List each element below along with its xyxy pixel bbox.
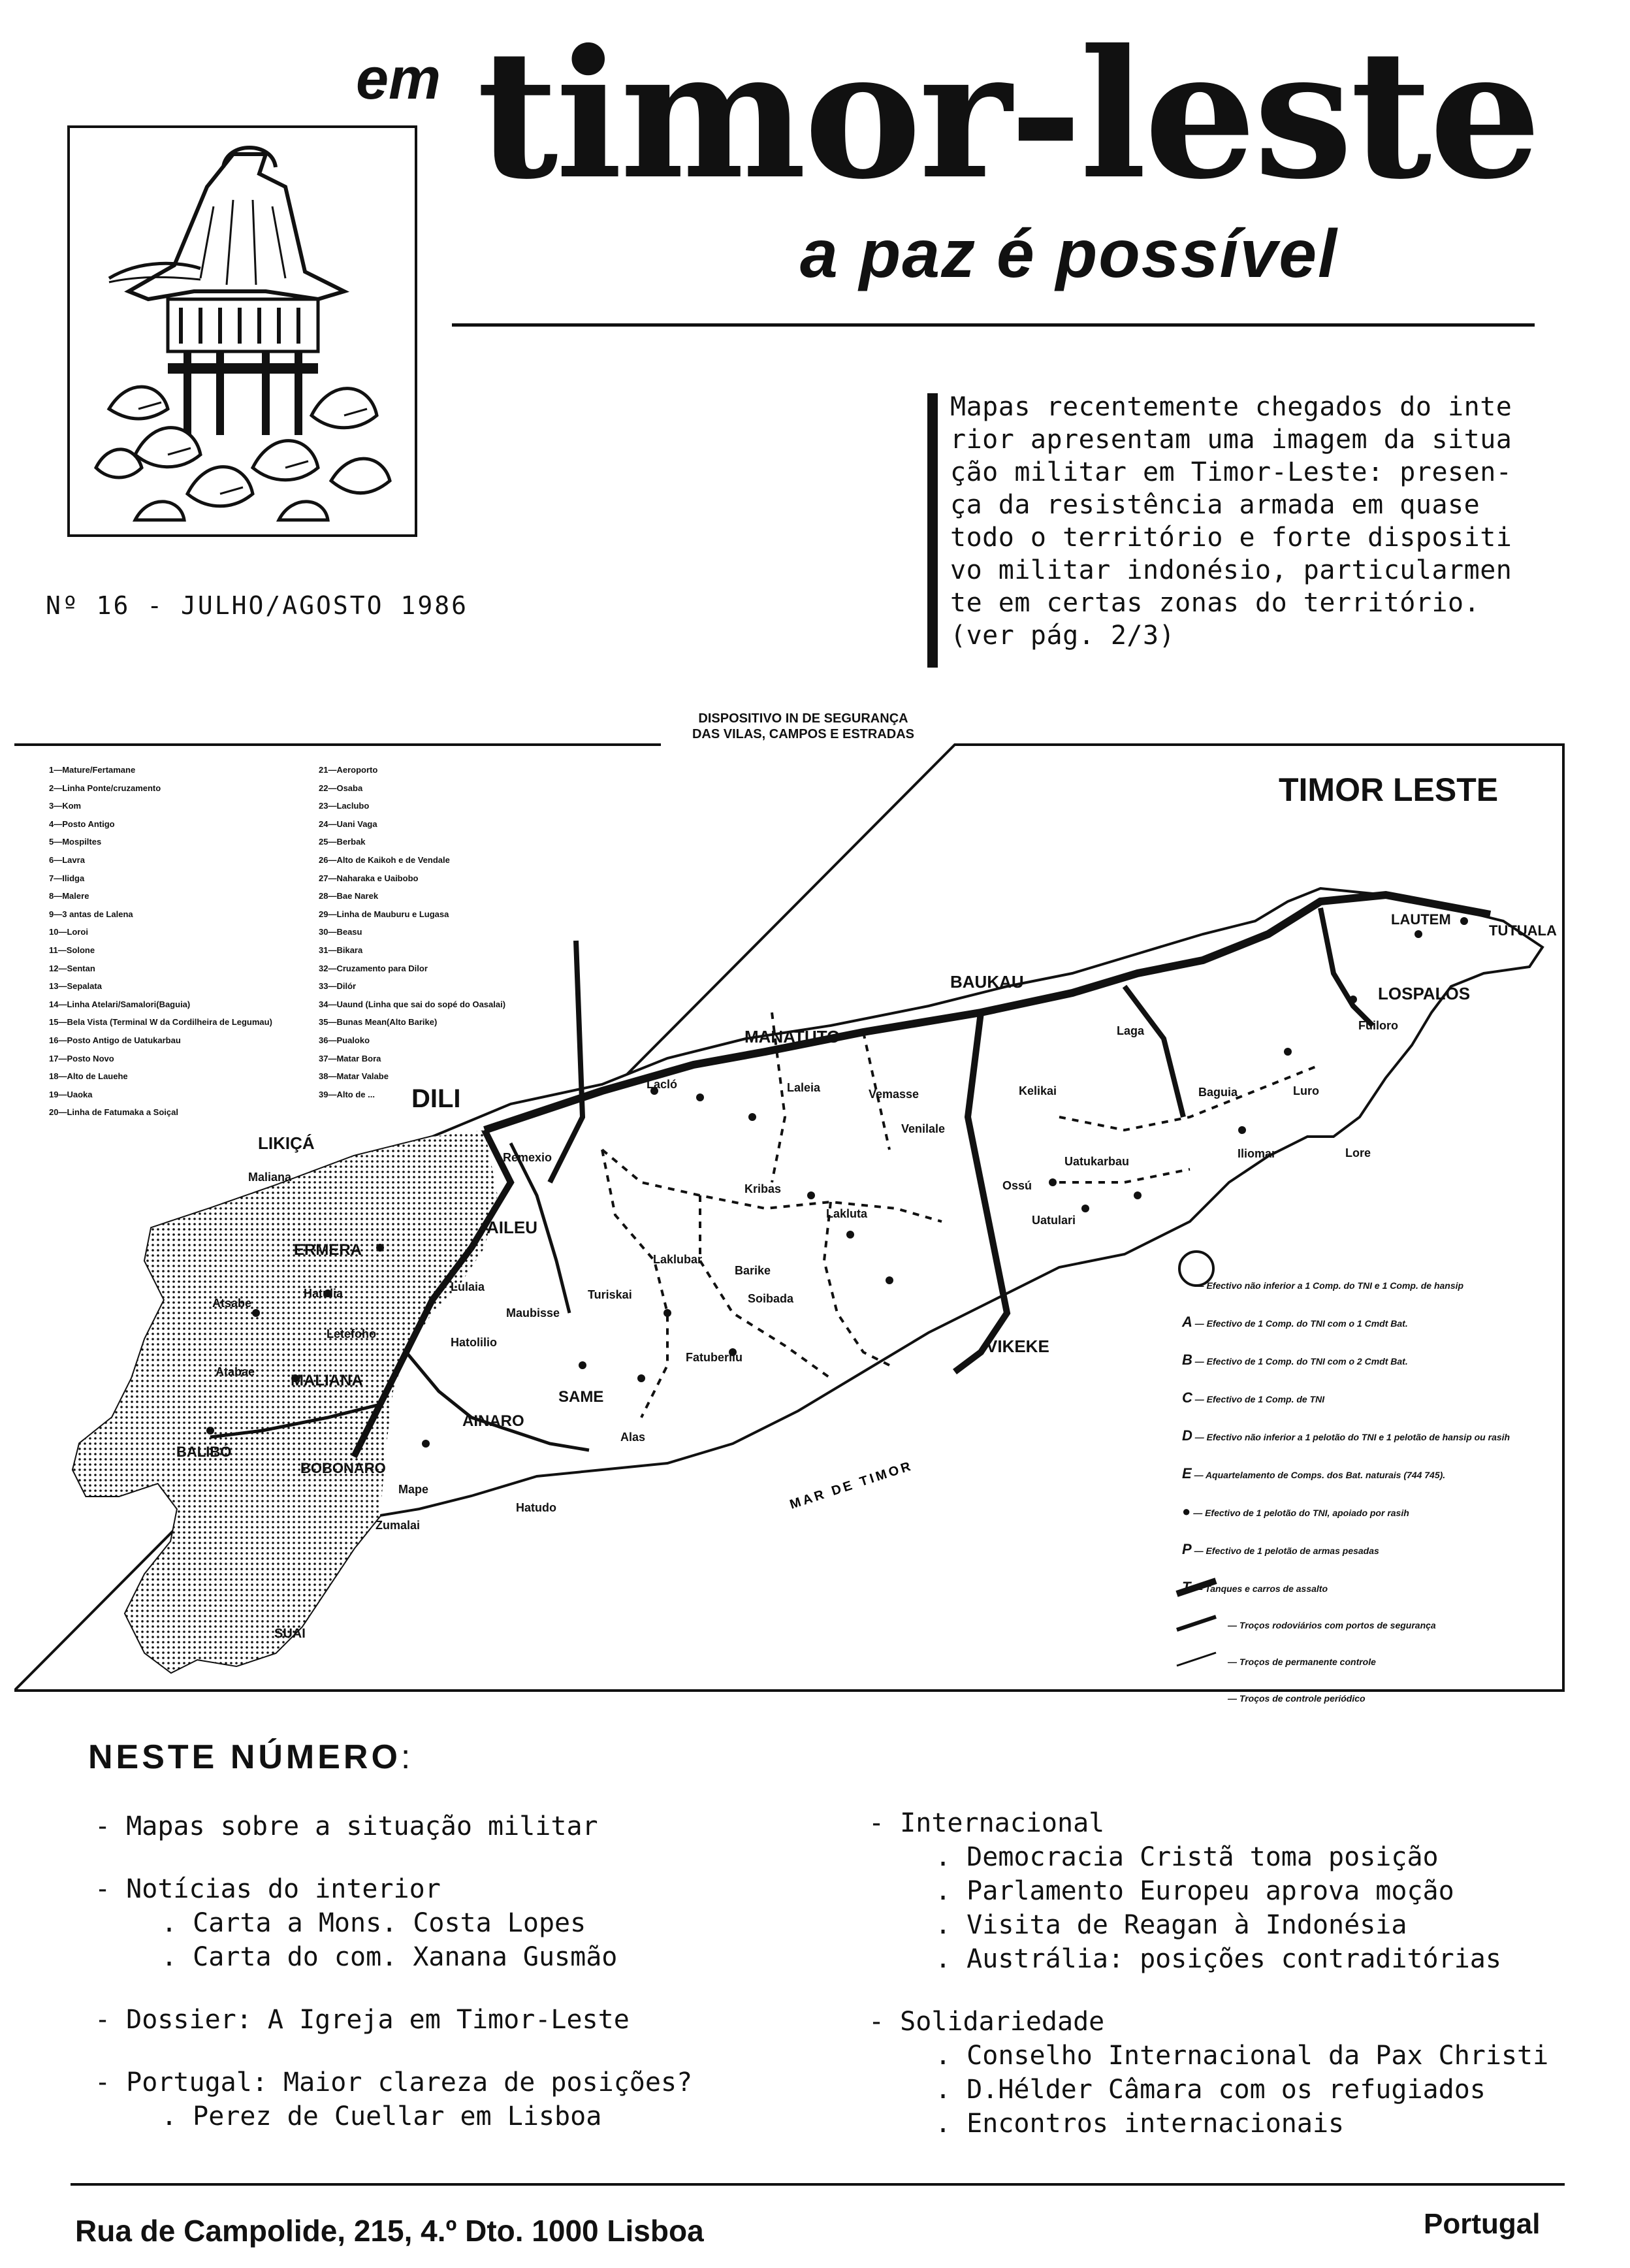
place-label: ERMERA xyxy=(294,1241,362,1259)
intro-bar xyxy=(927,393,938,668)
map-heading-line: DISPOSITIVO IN DE SEGURANÇA xyxy=(698,711,908,726)
key-symbol: C xyxy=(1182,1389,1192,1406)
legend-entry: 9—3 antas de Lalena xyxy=(49,909,133,919)
legend-entry: 22—Osaba xyxy=(319,783,363,793)
place-label: Maliana xyxy=(248,1171,292,1184)
place-label: MALIANA xyxy=(291,1372,363,1389)
place-label: Mape xyxy=(398,1483,429,1496)
intro-text xyxy=(950,391,1538,652)
legend-entry: 16—Posto Antigo de Uatukarbau xyxy=(49,1035,181,1045)
place-label: Hatudo xyxy=(516,1501,556,1514)
place-label: Soibada xyxy=(748,1292,794,1305)
legend-entry: 30—Beasu xyxy=(319,927,362,937)
map-heading-line: DAS VILAS, CAMPOS E ESTRADAS xyxy=(692,727,915,741)
place-label: AILEU xyxy=(487,1218,537,1237)
map-label: TIMOR LESTE xyxy=(1279,771,1499,808)
place-label: Remexio xyxy=(503,1151,552,1164)
legend-entry: 12—Sentan xyxy=(49,963,95,973)
place-label: Fuiloro xyxy=(1358,1019,1398,1032)
contents-item: - Dossier: A Igreja em Timor-Leste xyxy=(95,2005,630,2035)
place-label: Kribas xyxy=(744,1182,782,1195)
key-entry xyxy=(1182,1607,1548,1644)
legend-entry: 35—Bunas Mean(Alto Barike) xyxy=(319,1017,438,1028)
place-label: SUAI xyxy=(274,1627,306,1641)
key-text: — Tanques e carros de assalto xyxy=(1193,1583,1328,1594)
place-label: Kelikai xyxy=(1019,1084,1057,1097)
place-label: Alas xyxy=(620,1431,646,1444)
legend-entry: 23—Laclubo xyxy=(319,801,370,811)
place-label: Venilale xyxy=(901,1122,946,1135)
place-label: Barike xyxy=(735,1264,771,1277)
key-symbol: A xyxy=(1182,1314,1192,1330)
key-entry xyxy=(1182,1267,1548,1304)
legend-entry: 19—Uaoka xyxy=(49,1089,93,1099)
legend-entry: 14—Linha Atelari/Samalori(Baguia) xyxy=(49,999,191,1009)
contents-subitem: . D.Hélder Câmara com os refugiados xyxy=(935,2075,1486,2105)
place-label: Ossú xyxy=(1002,1179,1032,1192)
key-entry xyxy=(1182,1644,1548,1680)
place-label: Lulaia xyxy=(451,1280,485,1293)
key-text: — Efectivo de 1 Comp. do TNI com o 1 Cmdt Bat. xyxy=(1194,1318,1408,1329)
legend-entry: 8—Malere xyxy=(49,891,89,901)
intro-line: te em certas zonas do território. xyxy=(950,588,1480,618)
footer-address: Rua de Campolide, 215, 4.º Dto. 1000 Lisboa xyxy=(75,2214,704,2248)
key-text: — Efectivo não inferior a 1 Comp. do TNI e 1 Comp. de hansip xyxy=(1194,1280,1464,1291)
place-label: Laklubar xyxy=(653,1253,703,1266)
key-entry xyxy=(1182,1418,1548,1455)
key-symbol: E xyxy=(1182,1465,1192,1482)
key-text: — Efectivo de 1 pelotão do TNI, apoiado por rasih xyxy=(1193,1508,1409,1518)
place-label: Lore xyxy=(1345,1146,1371,1159)
place-label: SAME xyxy=(558,1388,604,1406)
legend-entry: 1—Mature/Fertamane xyxy=(49,765,136,775)
intro-line: todo o território e forte dispositi xyxy=(950,523,1512,553)
place-label: DILI xyxy=(411,1084,461,1113)
contents-item: - Solidariedade xyxy=(869,2007,1105,2037)
house-icon xyxy=(70,128,415,534)
intro-line: vo militar indonésio, particularmen xyxy=(950,555,1512,585)
place-label: Vemasse xyxy=(869,1088,919,1101)
place-label: Turiskai xyxy=(588,1288,632,1301)
key-entry xyxy=(1182,1380,1548,1418)
key-symbol: B xyxy=(1182,1352,1192,1368)
contents-subitem: . Conselho Internacional da Pax Christi xyxy=(935,2041,1549,2071)
contents-heading-colon: : xyxy=(400,1738,414,1776)
masthead-title: timor-leste xyxy=(477,10,1539,218)
contents-item: - Notícias do interior xyxy=(95,1874,441,1904)
key-symbol: D xyxy=(1182,1427,1192,1444)
masthead-kicker: em xyxy=(356,46,441,112)
place-label: BAUKAU xyxy=(950,972,1024,992)
intro-line: (ver pág. 2/3) xyxy=(950,621,1175,651)
footer-rule xyxy=(71,2183,1565,2186)
legend-entry: 32—Cruzamento para Dilor xyxy=(319,963,428,973)
legend-entry: 34—Uaund (Linha que sai do sopé do Oasalai) xyxy=(319,999,506,1009)
contents-item: - Portugal: Maior clareza de posições? xyxy=(95,2067,693,2098)
legend-entry: 31—Bikara xyxy=(319,945,363,955)
place-label: BOBONARO xyxy=(300,1460,386,1476)
place-label: Letefoho xyxy=(327,1327,376,1340)
legend-entry: 2—Linha Ponte/cruzamento xyxy=(49,783,161,793)
place-label: Atabae xyxy=(216,1365,255,1378)
legend-entry: 13—Sepalata xyxy=(49,981,102,992)
legend-entry: 33—Dilór xyxy=(319,981,357,992)
legend-entry: 38—Matar Valabe xyxy=(319,1071,389,1082)
place-label: LIKIÇÁ xyxy=(258,1133,315,1153)
map-legend-right xyxy=(319,761,554,1103)
place-label: Lacló xyxy=(647,1078,678,1091)
place-label: LOSPALOS xyxy=(1378,984,1471,1003)
map-legend-left xyxy=(49,761,310,1122)
place-label: Lakluta xyxy=(826,1207,868,1220)
key-text: — Efectivo de 1 pelotão de armas pesadas xyxy=(1194,1546,1379,1556)
place-label: Zumalai xyxy=(376,1519,421,1532)
legend-entry: 24—Uani Vaga xyxy=(319,818,377,829)
key-text: — Troços rodoviários com portos de segurança xyxy=(1228,1620,1436,1630)
key-text: — Aquartelamento de Comps. dos Bat. naturais (744 745). xyxy=(1194,1470,1446,1480)
contents-left-column xyxy=(95,1809,878,2133)
legend-entry: 10—Loroi xyxy=(49,927,88,937)
contents-item: - Internacional xyxy=(869,1808,1105,1838)
key-entry xyxy=(1182,1569,1548,1607)
legend-entry: 3—Kom xyxy=(49,801,82,811)
contents-subitem: . Parlamento Europeu aprova moção xyxy=(935,1876,1454,1906)
place-label: Luro xyxy=(1293,1084,1319,1097)
key-text: — Efectivo de 1 Comp. de TNI xyxy=(1194,1394,1325,1404)
legend-entry: 21—Aeroporto xyxy=(319,765,378,775)
footer-country: Portugal xyxy=(1424,2208,1541,2240)
intro-line: rior apresentam uma imagem da situa xyxy=(950,425,1512,455)
legend-entry: 5—Mospiltes xyxy=(49,837,102,847)
contents-subitem: . Austrália: posições contraditórias xyxy=(935,1944,1501,1974)
key-entry xyxy=(1182,1531,1548,1569)
legend-entry: 25—Berbak xyxy=(319,837,366,847)
legend-entry: 28—Bae Narek xyxy=(319,891,379,901)
key-entry xyxy=(1182,1304,1548,1342)
key-symbol: T xyxy=(1182,1579,1191,1595)
key-symbol: ● xyxy=(1182,1503,1191,1519)
key-text: — Troços de controle periódico xyxy=(1228,1693,1366,1704)
legend-entry: 11—Solone xyxy=(49,945,95,955)
contents-subitem: . Carta do com. Xanana Gusmão xyxy=(161,1942,618,1972)
contents-item: - Mapas sobre a situação militar xyxy=(95,1811,598,1841)
place-label: VIKEKE xyxy=(986,1336,1049,1356)
legend-entry: 17—Posto Novo xyxy=(49,1053,114,1063)
place-label: Iliomar xyxy=(1238,1147,1277,1160)
legend-entry: 6—Lavra xyxy=(49,854,85,865)
legend-entry: 4—Posto Antigo xyxy=(49,818,115,829)
place-label: Hatolilio xyxy=(451,1336,497,1349)
key-text: — Troços de permanente controle xyxy=(1228,1657,1376,1667)
place-label: Uatulari xyxy=(1032,1214,1076,1227)
intro-line: ção militar em Timor-Leste: presen- xyxy=(950,457,1512,487)
place-label: MANATUTO xyxy=(744,1027,840,1046)
key-symbol: P xyxy=(1182,1541,1192,1557)
contents-subitem: . Carta a Mons. Costa Lopes xyxy=(161,1908,586,1938)
key-entry xyxy=(1182,1493,1548,1531)
key-entry xyxy=(1182,1455,1548,1493)
key-text: — Efectivo não inferior a 1 pelotão do TNI e 1 pelotão de hansip ou rasih xyxy=(1194,1432,1510,1442)
legend-entry: 18—Alto de Lauehe xyxy=(49,1071,128,1082)
key-entry xyxy=(1182,1680,1548,1717)
place-label: TUTUALA xyxy=(1489,922,1557,939)
legend-entry: 37—Matar Bora xyxy=(319,1053,381,1063)
legend-entry: 15—Bela Vista (Terminal W da Cordilheira de Legumau) xyxy=(49,1017,272,1028)
place-label: Atsabe xyxy=(212,1297,252,1310)
sea-label: MAR DE TIMOR xyxy=(788,1458,915,1512)
contents-heading xyxy=(88,1738,413,1777)
contents-subitem: . Encontros internacionais xyxy=(935,2109,1345,2139)
place-label: Laga xyxy=(1117,1024,1145,1037)
masthead-subtitle: a paz é possível xyxy=(800,216,1338,292)
intro-line: Mapas recentemente chegados do inte xyxy=(950,392,1512,422)
contents-subitem: . Visita de Reagan à Indonésia xyxy=(935,1910,1407,1940)
contents-heading-text: NESTE NÚMERO xyxy=(88,1738,401,1776)
contents-right-column xyxy=(869,1806,1620,2141)
legend-entry: 36—Pualoko xyxy=(319,1035,370,1045)
issue-number: Nº 16 - JULHO/AGOSTO 1986 xyxy=(46,591,468,620)
masthead-rule xyxy=(452,323,1535,327)
place-label: LAUTEM xyxy=(1391,911,1451,928)
place-label: Uatukarbau xyxy=(1064,1155,1130,1168)
key-entry xyxy=(1182,1342,1548,1380)
place-label: AINARO xyxy=(462,1412,524,1430)
contents-subitem: . Democracia Cristã toma posição xyxy=(935,1842,1439,1872)
place-label: Baguia xyxy=(1198,1086,1238,1099)
intro-line: ça da resistência armada em quase xyxy=(950,490,1480,520)
place-label: Maubisse xyxy=(506,1306,560,1320)
place-label: Hatulia xyxy=(304,1287,344,1300)
place-label: BALIBÓ xyxy=(176,1444,232,1460)
logo-house-illustration xyxy=(67,125,417,537)
map-key xyxy=(1182,1267,1548,1717)
place-label: Laleia xyxy=(787,1081,821,1094)
legend-entry: 26—Alto de Kaikoh e de Vendale xyxy=(319,854,450,865)
legend-entry: 39—Alto de ... xyxy=(319,1089,375,1099)
key-text: — Efectivo de 1 Comp. do TNI com o 2 Cmdt Bat. xyxy=(1194,1356,1408,1367)
contents-subitem: . Perez de Cuellar em Lisboa xyxy=(161,2101,602,2131)
place-label: Fatuberliu xyxy=(686,1351,743,1364)
legend-entry: 27—Naharaka e Uaibobo xyxy=(319,873,419,883)
legend-entry: 20—Linha de Fatumaka a Soiçal xyxy=(49,1107,178,1118)
legend-entry: 7—Ilidga xyxy=(49,873,85,883)
legend-entry: 29—Linha de Mauburu e Lugasa xyxy=(319,909,449,919)
